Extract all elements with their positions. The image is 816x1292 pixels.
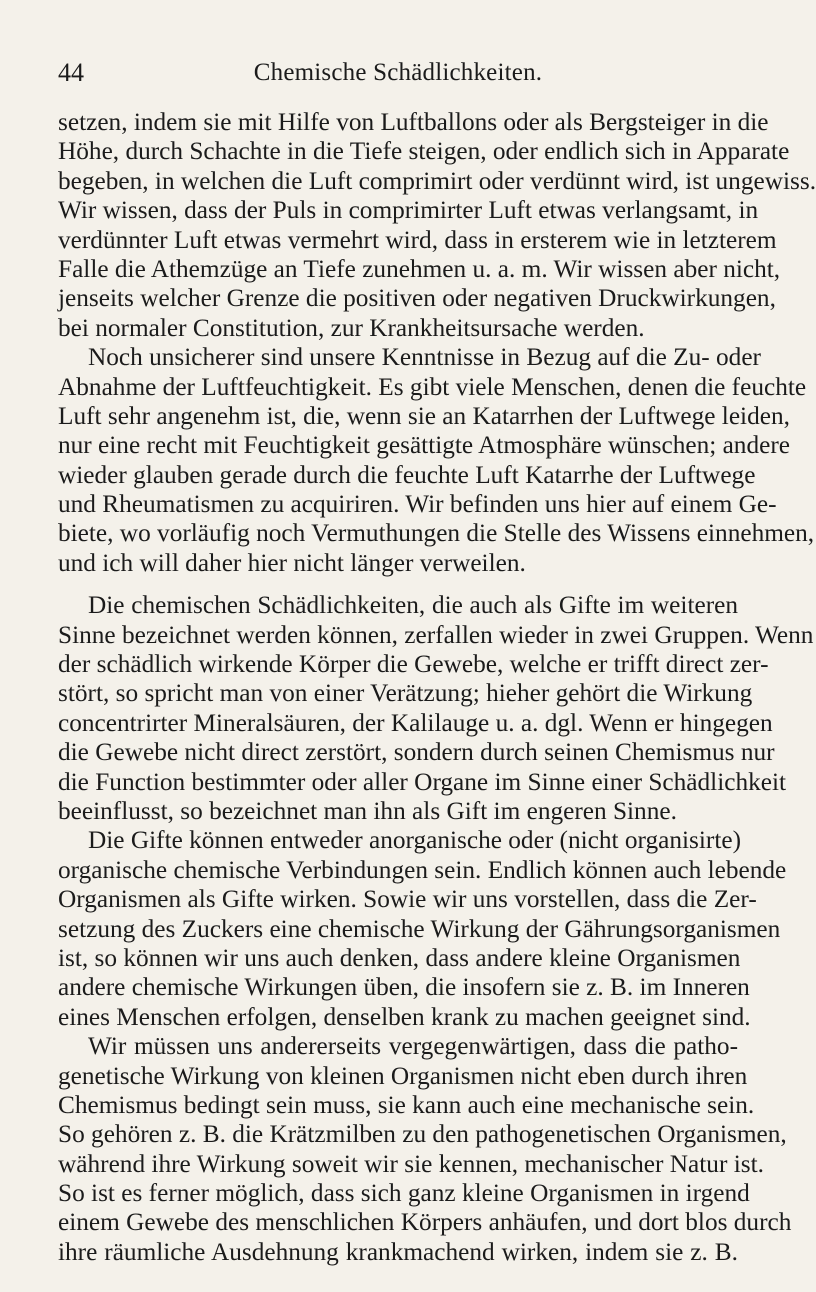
text-line: Höhe, durch Schachte in die Tiefe steigen, oder endlich sich in Apparate — [58, 137, 790, 166]
text-line: So ist es ferner möglich, dass sich ganz kleine Organismen in irgend — [58, 1179, 750, 1208]
text-line: andere chemische Wirkungen üben, die insofern sie z. B. im Inneren — [58, 973, 750, 1002]
text-line: genetische Wirkung von kleinen Organismen nicht eben durch ihren — [58, 1061, 748, 1090]
text-line: organische chemische Verbindungen sein. Endlich können auch lebende — [58, 855, 787, 884]
text-line: setzen, indem sie mit Hilfe von Luftballons oder als Bergsteiger in die — [58, 108, 769, 136]
text-line: der schädlich wirkende Körper die Gewebe, welche er trifft direct zer- — [58, 650, 769, 679]
paragraph-gap — [58, 578, 738, 591]
text-line: Noch unsicherer sind unsere Kenntnisse in Bezug auf die Zu- oder — [88, 343, 761, 372]
text-line: Wir wissen, dass der Puls in comprimirter Luft etwas verlangsamt, in — [58, 196, 759, 225]
text-line: die Gewebe nicht direct zerstört, sondern durch seinen Chemismus nur — [58, 738, 775, 767]
paragraph-4 — [58, 826, 787, 1032]
text-line: bei normaler Constitution, zur Krankheitsursache werden. — [58, 313, 645, 342]
text-line: eines Menschen erfolgen, denselben krank zu machen geeignet sind. — [58, 1002, 751, 1031]
text-line: begeben, in welchen die Luft comprimirt oder verdünnt wird, ist ungewiss. — [58, 166, 816, 195]
text-line: Sinne bezeichnet werden können, zerfallen wieder in zwei Gruppen. Wenn — [58, 620, 814, 649]
text-line: Abnahme der Luftfeuchtigkeit. Es gibt viele Menschen, denen die feuchte — [58, 372, 807, 401]
paragraph-3 — [58, 591, 814, 826]
book-page — [58, 58, 816, 1267]
text-line: und Rheumatismen zu acquiriren. Wir befinden uns hier auf einem Ge- — [58, 490, 777, 519]
text-line: und ich will daher hier nicht länger verweilen. — [58, 548, 526, 577]
text-line: Die Gifte können entweder anorganische oder (nicht organisirte) — [88, 826, 742, 855]
page-header — [58, 58, 738, 88]
text-line: beeinflusst, so bezeichnet man ihn als Gift im engeren Sinne. — [58, 796, 677, 825]
text-line: einem Gewebe des menschlichen Körpers anhäufen, und dort blos durch — [58, 1208, 792, 1237]
paragraph-5 — [58, 1032, 792, 1267]
text-line: Falle die Athemzüge an Tiefe zunehmen u. a. m. Wir wissen aber nicht, — [58, 254, 781, 283]
text-line: wieder glauben gerade durch die feuchte Luft Katarrhe der Luftwege — [58, 460, 756, 489]
text-line: nur eine recht mit Feuchtigkeit gesättigte Atmosphäre wünschen; andere — [58, 431, 790, 460]
text-line: setzung des Zuckers eine chemische Wirkung der Gährungsorganismen — [58, 914, 781, 943]
text-line: concentrirter Mineralsäuren, der Kalilauge u. a. dgl. Wenn er hingegen — [58, 708, 773, 737]
text-line: biete, wo vorläufig noch Vermuthungen die Stelle des Wissens einnehmen, — [58, 519, 815, 548]
page-number: 44 — [58, 58, 84, 87]
text-line: während ihre Wirkung soweit wir sie kennen, mechanischer Natur ist. — [58, 1149, 764, 1178]
text-line: Die chemischen Schädlichkeiten, die auch als Gifte im weiteren — [88, 591, 738, 620]
text-line: ist, so können wir uns auch denken, dass andere kleine Organismen — [58, 943, 741, 972]
text-line: Wir müssen uns andererseits vergegenwärtigen, dass die patho- — [88, 1032, 738, 1061]
paragraph-1 — [58, 108, 816, 343]
text-line: verdünnter Luft etwas vermehrt wird, dass in ersterem wie in letzterem — [58, 225, 777, 254]
text-line: die Function bestimmter oder aller Organe im Sinne einer Schädlichkeit — [58, 767, 787, 796]
text-line: ihre räumliche Ausdehnung krankmachend wirken, indem sie z. B. — [58, 1237, 738, 1266]
text-line: Organismen als Gifte wirken. Sowie wir uns vorstellen, dass die Zer- — [58, 885, 757, 914]
text-line: So gehören z. B. die Krätzmilben zu den pathogenetischen Organismen, — [58, 1120, 787, 1149]
text-line: jenseits welcher Grenze die positiven oder negativen Druckwirkungen, — [58, 284, 776, 313]
text-line: Chemismus bedingt sein muss, sie kann auch eine mechanische sein. — [58, 1090, 755, 1119]
running-head: Chemische Schädlichkeiten. — [253, 59, 543, 86]
text-line: stört, so spricht man von einer Verätzung; hieher gehört die Wirkung — [58, 679, 753, 708]
text-line: Luft sehr angenehm ist, die, wenn sie an Katarrhen der Luftwege leiden, — [58, 401, 790, 430]
paragraph-2 — [58, 343, 815, 578]
